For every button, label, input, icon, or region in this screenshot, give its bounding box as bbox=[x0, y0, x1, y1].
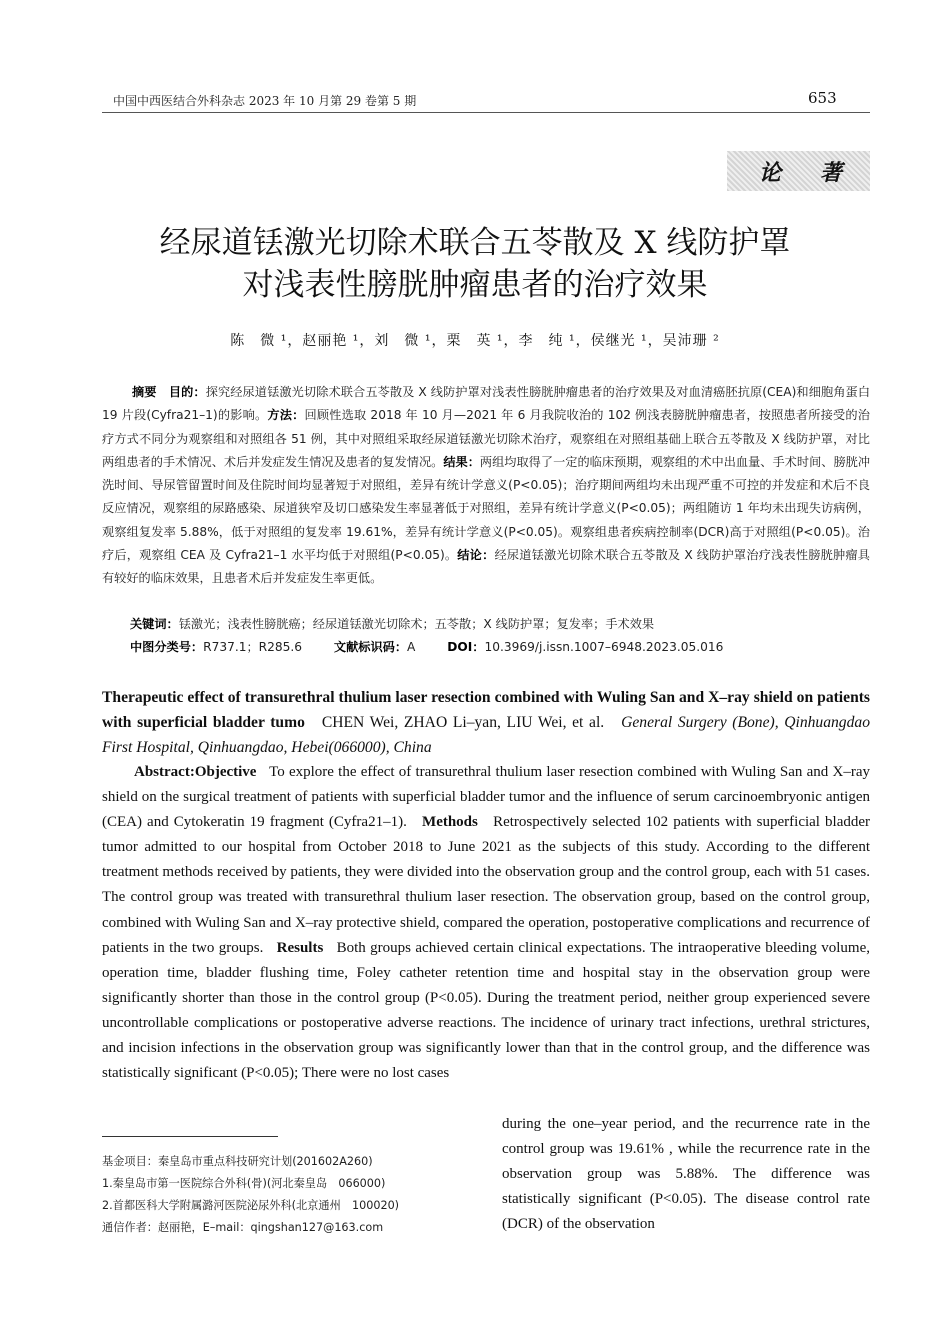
footnote-affiliation-2: 2.首都医科大学附属潞河医院泌尿外科(北京通州 100020) bbox=[102, 1199, 400, 1212]
keywords-text: 铥激光；浅表性膀胱癌；经尿道铥激光切除术；五苓散；X 线防护罩；复发率；手术效果 bbox=[178, 617, 655, 631]
english-title: Therapeutic effect of transurethral thulium laser resection combined with Wuling San and X–ray shield on patients with superficial bladder tumo bbox=[102, 689, 870, 731]
conclusion-text: 经尿道铥激光切除术联合五苓散及 X 线防护罩治疗浅表性膀胱肿瘤具有较好的临床效果，且患者术后并发症发生率更低。 bbox=[102, 548, 870, 586]
objective-text: 探究经尿道铥激光切除术联合五苓散及 X 线防护罩对浅表性膀胱肿瘤患者的治疗效果及对血清癌胚抗原(CEA)和细胞角蛋白 19 片段(Cyfra21–1)的影响。 bbox=[102, 385, 871, 423]
page-number: 653 bbox=[808, 89, 837, 107]
classification-line bbox=[102, 636, 870, 659]
results-text: 两组均取得了一定的临床预期，观察组的术中出血量、手术时间、膀胱冲洗时间、导尿管留置时间及住院时间均显著短于对照组，差异有统计学意义(P<0.05)；治疗期间两组均未出现严重不可控的并发症和术后不良反应情况，观察组的尿路感染、尿道狭窄及切口感染发生率显著低于对照组，差异有统计学意义(P<0.05)；两组随访 1 年均未出现失访病例，观察组复发率 5.88%，低于对照组的复发率 19.61%，差异有统计学意义(P<0.05)。观察组患者疾病控制率(DCR)高于对照组(P<0.05)。治疗后，观察组 CEA 及 Cyfra21–1 水平均低于对照组(P<0.05)。 bbox=[102, 454, 871, 563]
methods-text: 回顾性选取 2018 年 10 月—2021 年 6 月我院收治的 102 例浅表膀胱肿瘤患者，按照患者所接受的治疗方式不同分为观察组和对照组各 51 例，其中对照组采取经尿道铥激光切除术治疗，观察组在对照组基础上联合五苓散及 X 线防护罩，对比两组患者的手术情况、术后并发症发生情况及患者的复发情况。 bbox=[102, 408, 870, 469]
footnote-rule bbox=[102, 1136, 278, 1137]
methods-label: 方法： bbox=[267, 408, 305, 423]
abstract-label: 摘要 bbox=[132, 385, 157, 399]
footnote-affiliation-1: 1.秦皇岛市第一医院综合外科(骨)(河北秦皇岛 066000) bbox=[102, 1177, 386, 1190]
doi-label: DOI： bbox=[447, 640, 485, 654]
english-affiliation: General Surgery (Bone), Qinhuangdao First Hospital, Qinhuangdao, Hebei(066000), China bbox=[102, 714, 870, 756]
en-methods-text: Retrospectively selected 102 patients with superficial bladder tumor admitted to our hospital from October 2018 to June 2021 as the subjects of this study. According to the different treatment methods received by patients, they were divided into the observation group and the control group, each with 51 cases. The control group was treated with transurethral thulium laser resection. The observation group, based on the control group, combined with Wuling San and X–ray protective shield, compared the operation, postoperative complications and recurrence of patients in the two groups. bbox=[102, 814, 871, 956]
clc-label: 中图分类号： bbox=[130, 640, 204, 654]
english-authors: CHEN Wei, ZHAO Li–yan, LIU Wei, et al. bbox=[321, 714, 605, 731]
doi-group bbox=[447, 640, 737, 654]
footnote-funding: 基金项目：秦皇岛市重点科技研究计划(201602A260) bbox=[102, 1155, 373, 1168]
en-results-text: Both groups achieved certain clinical expectations. The intraoperative bleeding volume, operation time, bladder flushing time, Foley catheter retention time and hospital stay in the observation group were significantly shorter than those in the control group (P<0.05). During the treatment period, neither group experienced severe uncontrollable complications or postoperative adverse reactions. The incidence of urinary tract infections, urethral strictures, and incision infections in the observation group was significantly lower than that in the control group, and the difference was statistically significant (P<0.05); There were no lost cases bbox=[102, 939, 870, 1082]
doi-value: 10.3969/j.issn.1007–6948.2023.05.016 bbox=[484, 640, 724, 654]
en-objective-label: Objective bbox=[194, 764, 257, 780]
section-tag-char-2: 著 bbox=[819, 159, 842, 186]
title-line-1: 经尿道铥激光切除术联合五苓散及 X 线防护罩 bbox=[159, 225, 791, 261]
keywords bbox=[102, 613, 870, 636]
keywords-label: 关键词： bbox=[130, 617, 179, 631]
header-rule bbox=[102, 112, 870, 113]
running-head: 中国中西医结合外科杂志 2023 年 10 月第 29 卷第 5 期 bbox=[113, 94, 417, 108]
english-title-block bbox=[102, 685, 870, 760]
english-abstract: Abstract:Objective To explore the effect of transurethral thulium laser resection combined with Wuling San and X–ray shield on the surgical treatment of patients with superficial bladder tumor and the influence of serum carcinoembryonic antigen (CEA) and Cytokeratin 19 fragment (Cyfra21–1). Methods Retrospectively selected 102 patients with superficial bladder tumor admitted to our hospital from October 2018 to June 2021 as the subjects of this study. According to the different treatment methods received by patients, they were divided into the observation group and the control group, each with 51 cases. The control group was treated with transurethral thulium laser resection. The observation group, based on the control group, combined with Wuling San and X–ray protective shield, compared the operation, postoperative complications and recurrence of patients in the two groups. Results Both groups achieved certain clinical expectations. The intraoperative bleeding volume, operation time, bladder flushing time, Foley catheter retention time and hospital stay in the observation group were significantly shorter than those in the control group (P<0.05). During the treatment period, neither group experienced severe uncontrollable complications or postoperative adverse reactions. The incidence of urinary tract infections, urethral strictures, and incision infections in the observation group was significantly lower than that in the control group, and the difference was statistically significant (P<0.05); There were no lost cases bbox=[102, 764, 871, 1082]
objective-label: 目的： bbox=[168, 385, 206, 399]
en-objective-text: To explore the effect of transurethral thulium laser resection combined with Wuling San and X–ray shield on the surgical treatment of patients with superficial bladder tumor and the influence of serum carcinoembryonic antigen (CEA) and Cytokeratin 19 fragment (Cyfra21–1). bbox=[102, 764, 871, 831]
title-line-2: 对浅表性膀胱肿瘤患者的治疗效果 bbox=[242, 267, 708, 303]
en-abstract-label: Abstract bbox=[134, 764, 190, 780]
doc-code-group bbox=[334, 640, 429, 654]
footnotes bbox=[102, 1151, 492, 1239]
clc-group bbox=[130, 640, 316, 654]
footnote-corresponding-author: 通信作者：赵丽艳，E–mail：qingshan127@163.com bbox=[102, 1221, 384, 1234]
en-results-label: Results bbox=[276, 939, 324, 956]
section-tag bbox=[727, 151, 870, 191]
article-title bbox=[0, 222, 950, 306]
chinese-abstract bbox=[102, 381, 870, 591]
clc-value: R737.1；R285.6 bbox=[203, 640, 303, 654]
doc-code-value: A bbox=[407, 640, 416, 654]
conclusion-label: 结论： bbox=[457, 548, 495, 563]
section-tag-char-1: 论 bbox=[759, 159, 782, 186]
english-abstract-continuation: during the one–year period, and the recurrence rate in the control group was 19.61% , while the recurrence rate in the observation group was 5.88%. The difference was statistically significant (P<0.05). The disease control rate (DCR) of the observation bbox=[502, 1116, 870, 1233]
en-methods-label: Methods bbox=[422, 814, 478, 831]
doc-code-label: 文献标识码： bbox=[333, 640, 408, 654]
results-label: 结果： bbox=[443, 454, 480, 469]
author-list: 陈 微 ¹，赵丽艳 ¹，刘 微 ¹，栗 英 ¹，李 纯 ¹，侯继光 ¹，吴沛珊 ² bbox=[230, 333, 720, 349]
